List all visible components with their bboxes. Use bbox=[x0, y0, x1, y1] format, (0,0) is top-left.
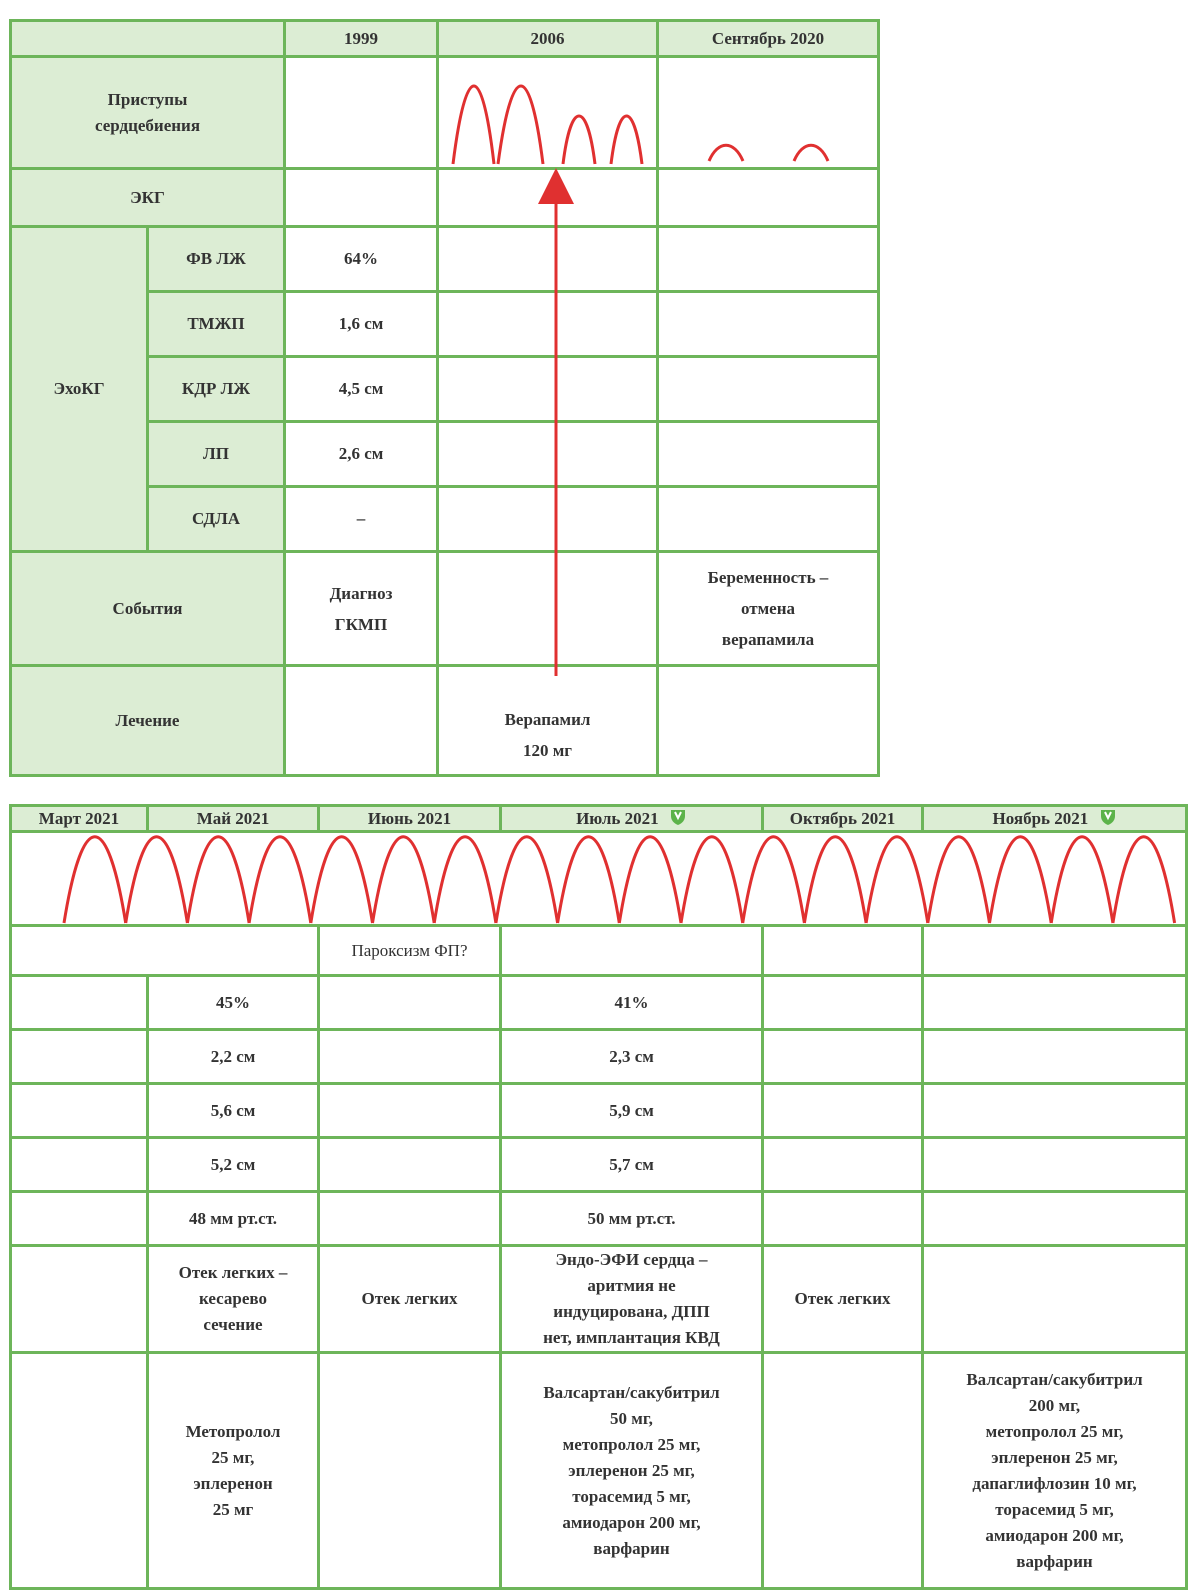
cell-ivs-jul: 2,3 см bbox=[501, 1030, 763, 1084]
event-line: Беременность – bbox=[707, 568, 829, 587]
treatment-line: 50 мг, bbox=[610, 1408, 653, 1428]
cell-treat-2006 bbox=[438, 666, 658, 776]
cell-treat-1999 bbox=[285, 666, 438, 776]
treatment-line: Метопролол bbox=[185, 1421, 281, 1441]
cell-event-2006 bbox=[438, 552, 658, 666]
event-line: отмена bbox=[740, 599, 796, 618]
event-line: кесарево bbox=[199, 1289, 267, 1308]
cell-ecg-nov bbox=[923, 926, 1187, 976]
cell-pasp-2006 bbox=[438, 487, 658, 552]
header-sep-2020: Сентябрь 2020 bbox=[658, 21, 879, 57]
cell-lvef-jul: 41% bbox=[501, 976, 763, 1030]
row-label-la: ЛП bbox=[148, 422, 285, 487]
row-label-ivs: ТМЖП bbox=[148, 292, 285, 357]
cell-treat-2020 bbox=[658, 666, 879, 776]
cell-lvedd-2006 bbox=[438, 357, 658, 422]
cell-lvedd-1999: 4,5 см bbox=[285, 357, 438, 422]
cell-treat-jul bbox=[501, 1353, 763, 1589]
header-corner bbox=[11, 21, 285, 57]
row-label-ecg: ЭКГ bbox=[11, 169, 285, 227]
cell-ecg-1999 bbox=[285, 169, 438, 227]
treatment-line: Валсартан/сакубитрил bbox=[966, 1369, 1143, 1389]
event-line: индуцирована, ДПП bbox=[553, 1302, 710, 1321]
cell-event-may bbox=[148, 1246, 319, 1353]
cell-ivs-1999: 1,6 см bbox=[285, 292, 438, 357]
header-mar-2021: Март 2021 bbox=[11, 806, 148, 832]
event-line: ГКМП bbox=[334, 614, 388, 634]
cell-lvedd-mar bbox=[11, 1084, 148, 1138]
timeline-table-bottom bbox=[9, 804, 1188, 1590]
cell-lvedd-jul: 5,9 см bbox=[501, 1084, 763, 1138]
cell-lvedd-jun bbox=[319, 1084, 501, 1138]
treatment-line: варфарин bbox=[1016, 1551, 1093, 1571]
row-label-echo: ЭхоКГ bbox=[11, 227, 148, 552]
event-line: аритмия не bbox=[587, 1276, 676, 1295]
header-oct-2021: Октябрь 2021 bbox=[763, 806, 923, 832]
cell-lvedd-may: 5,6 см bbox=[148, 1084, 319, 1138]
treatment-line: эплеренон 25 мг, bbox=[991, 1447, 1118, 1467]
cell-la-1999: 2,6 см bbox=[285, 422, 438, 487]
treatment-line: амиодарон 200 мг, bbox=[562, 1512, 701, 1532]
header-nov-2021 bbox=[923, 806, 1187, 832]
treatment-line: дапаглифлозин 10 мг, bbox=[972, 1473, 1137, 1493]
cell-event-1999 bbox=[285, 552, 438, 666]
cell-ivs-oct bbox=[763, 1030, 923, 1084]
cell-la-2020 bbox=[658, 422, 879, 487]
treatment-line: Валсартан/сакубитрил bbox=[543, 1382, 720, 1402]
timeline-table-top bbox=[9, 19, 880, 777]
treatment-line: 120 мг bbox=[522, 740, 573, 760]
cell-la-jun bbox=[319, 1138, 501, 1192]
cell-lvef-2020 bbox=[658, 227, 879, 292]
cell-lvef-oct bbox=[763, 976, 923, 1030]
cell-ivs-may: 2,2 см bbox=[148, 1030, 319, 1084]
cell-la-jul: 5,7 см bbox=[501, 1138, 763, 1192]
cell-pasp-jun bbox=[319, 1192, 501, 1246]
cell-ecg-mar-may bbox=[11, 926, 319, 976]
cell-ecg-oct bbox=[763, 926, 923, 976]
treatment-line: амиодарон 200 мг, bbox=[985, 1525, 1124, 1545]
event-line: Эндо-ЭФИ сердца – bbox=[555, 1250, 708, 1269]
cell-event-mar bbox=[11, 1246, 148, 1353]
event-line: Диагноз bbox=[329, 583, 393, 603]
treatment-line: 200 мг, bbox=[1028, 1395, 1081, 1415]
row-label-lvedd: КДР ЛЖ bbox=[148, 357, 285, 422]
cell-treat-nov bbox=[923, 1353, 1187, 1589]
cell-treat-mar bbox=[11, 1353, 148, 1589]
cell-la-oct bbox=[763, 1138, 923, 1192]
cell-ecg-2006 bbox=[438, 169, 658, 227]
cell-event-nov bbox=[923, 1246, 1187, 1353]
cell-ivs-2020 bbox=[658, 292, 879, 357]
treatment-line: 25 мг bbox=[212, 1499, 254, 1519]
cell-ivs-2006 bbox=[438, 292, 658, 357]
cell-ecg-2020 bbox=[658, 169, 879, 227]
cell-event-jun: Отек легких bbox=[319, 1246, 501, 1353]
treatment-line: метопролол 25 мг, bbox=[985, 1421, 1124, 1441]
treatment-line: метопролол 25 мг, bbox=[562, 1434, 701, 1454]
cell-lvedd-oct bbox=[763, 1084, 923, 1138]
cell-ivs-mar bbox=[11, 1030, 148, 1084]
header-year-2006: 2006 bbox=[438, 21, 658, 57]
cell-lvef-nov bbox=[923, 976, 1187, 1030]
cell-la-mar bbox=[11, 1138, 148, 1192]
header-jun-2021: Июнь 2021 bbox=[319, 806, 501, 832]
row-label-pasp: СДЛА bbox=[148, 487, 285, 552]
cell-pasp-2020 bbox=[658, 487, 879, 552]
treatment-line: Верапамил bbox=[504, 709, 591, 729]
cell-pasp-oct bbox=[763, 1192, 923, 1246]
cell-ecg-jul bbox=[501, 926, 763, 976]
treatment-line: торасемид 5 мг, bbox=[572, 1486, 691, 1506]
cell-ivs-nov bbox=[923, 1030, 1187, 1084]
cell-treat-jun bbox=[319, 1353, 501, 1589]
cell-treat-may bbox=[148, 1353, 319, 1589]
header-may-2021: Май 2021 bbox=[148, 806, 319, 832]
cell-pasp-nov bbox=[923, 1192, 1187, 1246]
treatment-line: эплеренон bbox=[193, 1473, 273, 1493]
shield-icon bbox=[1099, 808, 1117, 826]
cell-la-may: 5,2 см bbox=[148, 1138, 319, 1192]
cell-lvedd-2020 bbox=[658, 357, 879, 422]
treatment-line: варфарин bbox=[593, 1538, 670, 1558]
cell-pasp-mar bbox=[11, 1192, 148, 1246]
event-line: верапамила bbox=[721, 630, 815, 649]
header-year-1999: 1999 bbox=[285, 21, 438, 57]
cell-lvef-mar bbox=[11, 976, 148, 1030]
cell-palp-2006 bbox=[438, 57, 658, 169]
row-label-treatment: Лечение bbox=[11, 666, 285, 776]
cell-event-oct: Отек легких bbox=[763, 1246, 923, 1353]
header-jul-2021 bbox=[501, 806, 763, 832]
cell-pasp-may: 48 мм рт.ст. bbox=[148, 1192, 319, 1246]
row-label-events: События bbox=[11, 552, 285, 666]
row-label-lvef: ФВ ЛЖ bbox=[148, 227, 285, 292]
cell-ecg-jun: Пароксизм ФП? bbox=[319, 926, 501, 976]
cell-lvedd-nov bbox=[923, 1084, 1187, 1138]
cell-lvef-1999: 64% bbox=[285, 227, 438, 292]
cell-palp-2020 bbox=[658, 57, 879, 169]
cell-event-2020 bbox=[658, 552, 879, 666]
cell-palp-1999 bbox=[285, 57, 438, 169]
cell-lvef-may: 45% bbox=[148, 976, 319, 1030]
cell-ivs-jun bbox=[319, 1030, 501, 1084]
cell-lvef-2006 bbox=[438, 227, 658, 292]
palpitations-strip bbox=[11, 832, 1187, 926]
treatment-line: 25 мг, bbox=[211, 1447, 255, 1467]
event-line: Отек легких – bbox=[178, 1263, 288, 1282]
cell-la-2006 bbox=[438, 422, 658, 487]
treatment-line: торасемид 5 мг, bbox=[995, 1499, 1114, 1519]
cell-lvef-jun bbox=[319, 976, 501, 1030]
cell-pasp-jul: 50 мм рт.ст. bbox=[501, 1192, 763, 1246]
header-jul-label: Июль 2021 bbox=[576, 808, 659, 828]
header-nov-label: Ноябрь 2021 bbox=[992, 808, 1089, 828]
cell-event-jul bbox=[501, 1246, 763, 1353]
shield-icon bbox=[669, 808, 687, 826]
treatment-line: эплеренон 25 мг, bbox=[568, 1460, 695, 1480]
cell-pasp-1999: – bbox=[285, 487, 438, 552]
event-line: нет, имплантация КВД bbox=[543, 1328, 720, 1347]
row-label-palpitations: Приступы сердцебиения bbox=[11, 57, 285, 169]
cell-treat-oct bbox=[763, 1353, 923, 1589]
cell-la-nov bbox=[923, 1138, 1187, 1192]
event-line: сечение bbox=[203, 1315, 263, 1334]
